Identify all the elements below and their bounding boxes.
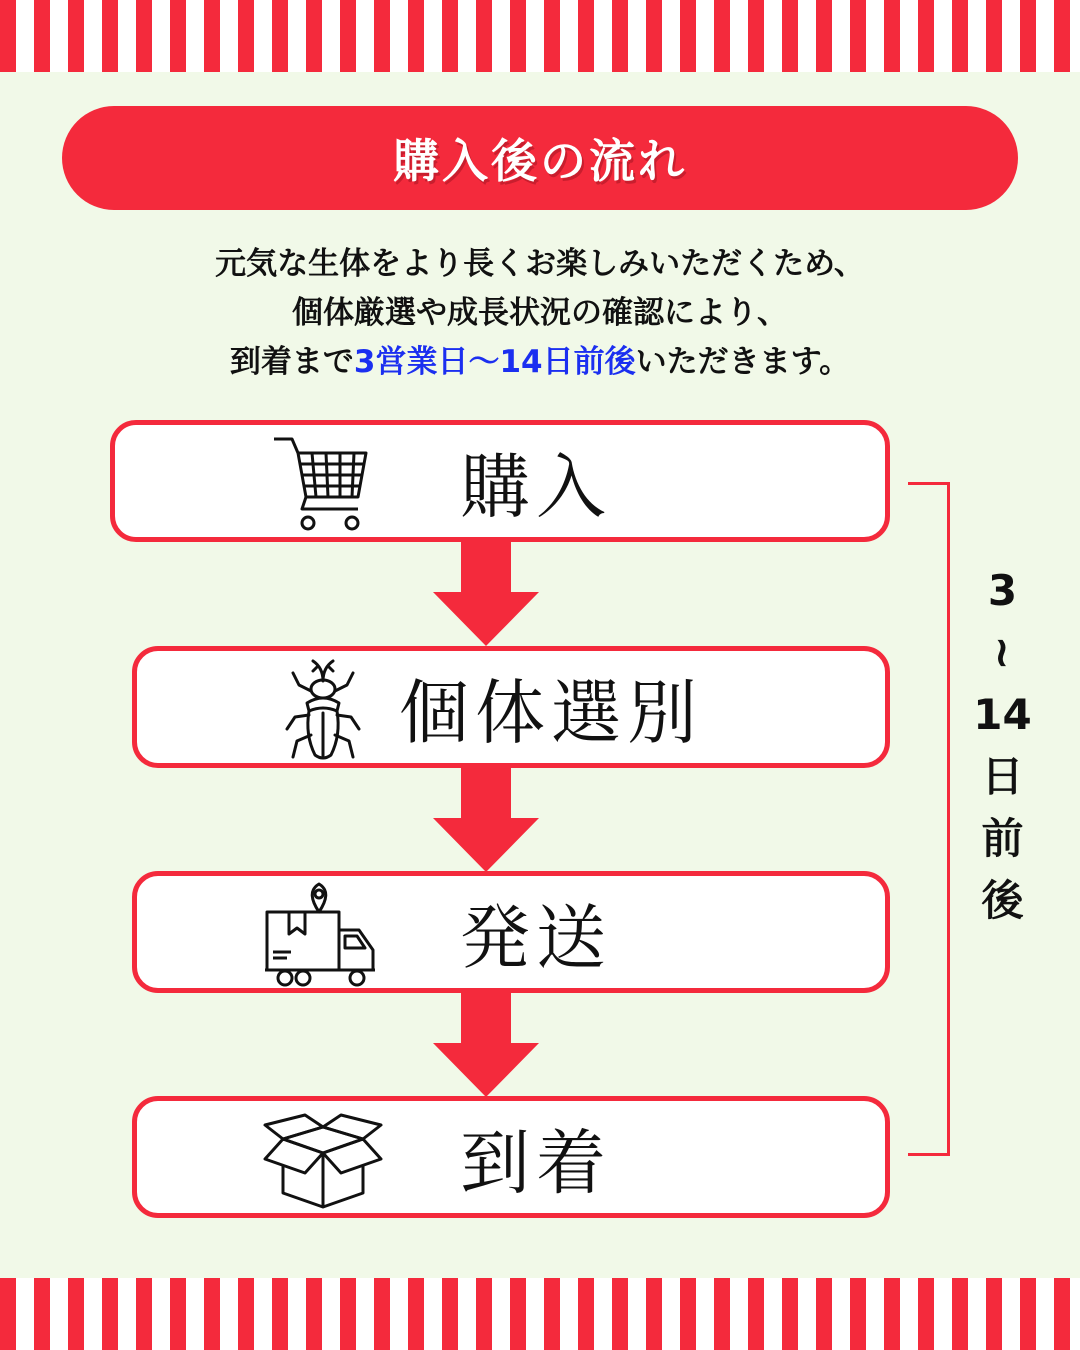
duration-approx-2: 後 <box>981 876 1024 925</box>
intro-line-1: 元気な生体をより長くお楽しみいただくため、 <box>215 246 865 282</box>
delivery-truck-icon <box>263 878 379 990</box>
page-title: 購入後の流れ <box>393 134 687 188</box>
beetle-icon <box>279 655 367 765</box>
intro-line-3-suffix: いただきます。 <box>635 344 851 380</box>
step-label: 購入 <box>460 445 612 528</box>
step-label: 到着 <box>460 1121 612 1204</box>
open-box-icon <box>261 1113 385 1211</box>
step-label: 個体選別 <box>399 671 703 754</box>
duration-bracket <box>908 482 950 1156</box>
step-arrival <box>132 1096 890 1218</box>
intro-text <box>0 240 1080 387</box>
duration-tilde: ~ <box>978 635 1028 671</box>
shopping-cart-icon <box>270 433 376 537</box>
step-purchase <box>110 420 890 542</box>
step-label: 発送 <box>460 896 612 979</box>
arrow-down-icon <box>433 542 539 646</box>
bottom-stripe-border <box>0 1278 1080 1350</box>
title-banner <box>62 106 1018 210</box>
intro-line-3-prefix: 到着まで <box>229 344 354 380</box>
duration-approx-1: 前 <box>981 814 1024 863</box>
step-shipping <box>132 871 890 993</box>
duration-day: 日 <box>981 752 1024 801</box>
duration-label <box>965 560 1040 932</box>
duration-from: 3 <box>987 566 1018 615</box>
intro-highlight: 3営業日〜14日前後 <box>353 344 636 380</box>
top-stripe-border <box>0 0 1080 72</box>
duration-to: 14 <box>973 690 1032 739</box>
arrow-down-icon <box>433 768 539 872</box>
step-selection <box>132 646 890 768</box>
intro-line-3 <box>0 338 1080 387</box>
intro-line-2: 個体厳選や成長状況の確認により、 <box>292 295 788 331</box>
arrow-down-icon <box>433 993 539 1097</box>
